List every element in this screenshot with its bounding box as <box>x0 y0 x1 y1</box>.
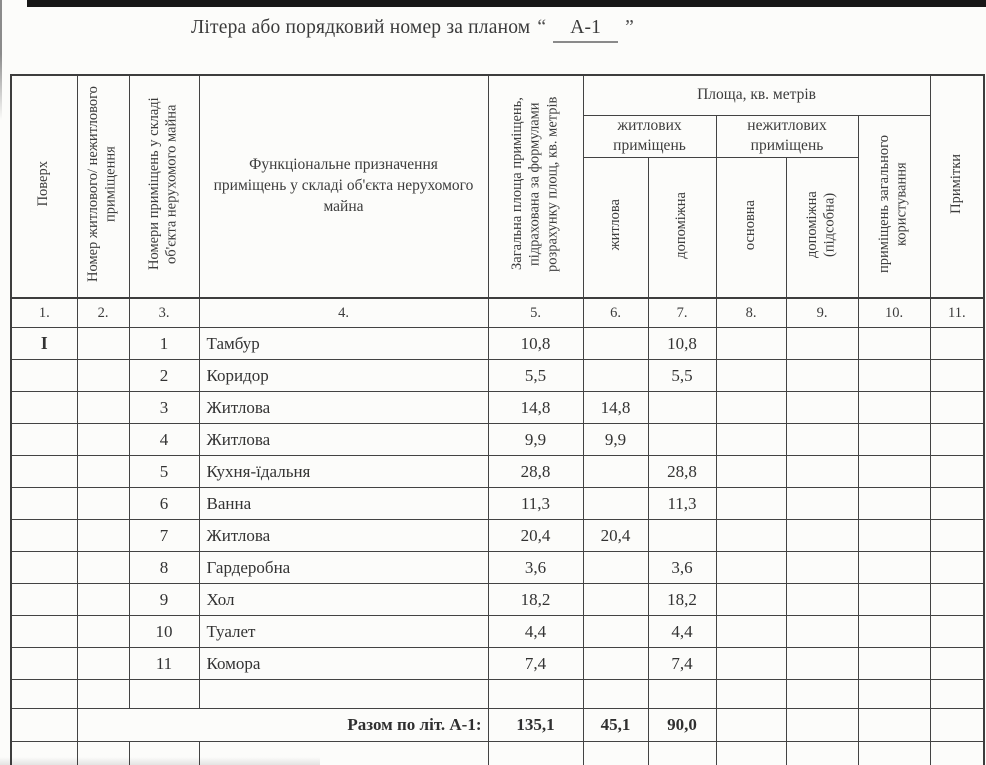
column-number-4: 4. <box>199 298 488 328</box>
summary-aux-area: 90,0 <box>648 709 716 742</box>
cell-room-number: 7 <box>129 520 199 552</box>
cell-floor: I <box>11 328 77 360</box>
cell-floor <box>11 584 77 616</box>
cell-notes <box>930 648 984 680</box>
cell-notes <box>930 360 984 392</box>
header-common-use <box>858 115 930 298</box>
cell-notes <box>930 709 984 742</box>
cell-empty <box>716 742 786 765</box>
cell-room-number: 2 <box>129 360 199 392</box>
cell-notes <box>930 520 984 552</box>
cell-floor <box>11 488 77 520</box>
cell-aux-area <box>648 392 716 424</box>
cell-floor <box>11 648 77 680</box>
empty-row <box>11 742 984 765</box>
cell-notes <box>930 392 984 424</box>
header-function-label: Функціональне призначення приміщень у складі об'єкта нерухомого майна <box>213 156 474 215</box>
header-residential-group: житлових приміщень <box>583 115 716 158</box>
cell-aux-area: 11,3 <box>648 488 716 520</box>
cell-unit-number <box>77 360 129 392</box>
cell-unit-number <box>77 616 129 648</box>
column-number-9: 9. <box>786 298 858 328</box>
cell-unit-number <box>77 648 129 680</box>
cell-common-area <box>858 709 930 742</box>
cell-floor <box>11 709 77 742</box>
cell-main-area <box>716 360 786 392</box>
header-room-numbers-label: Номери приміщень у складі об'єкта нерухомого майна <box>146 97 180 271</box>
cell-floor <box>11 456 77 488</box>
cell-empty <box>930 680 984 709</box>
header-living-label: житлова <box>606 199 623 251</box>
cell-empty <box>583 680 648 709</box>
cell-common-area <box>858 552 930 584</box>
cell-common-area <box>858 648 930 680</box>
cell-main-area <box>716 520 786 552</box>
cell-total-area: 5,5 <box>488 360 583 392</box>
cell-aux-area: 18,2 <box>648 584 716 616</box>
cell-room-number: 1 <box>129 328 199 360</box>
column-number-1: 1. <box>11 298 77 328</box>
cell-unit-number <box>77 584 129 616</box>
cell-empty <box>648 680 716 709</box>
header-total-area-label: Загальна площа приміщень, підрахована за формулами розрахунку площ, кв. метрів <box>508 96 561 272</box>
cell-room-number: 8 <box>129 552 199 584</box>
cell-notes <box>930 488 984 520</box>
cell-common-area <box>858 584 930 616</box>
cell-aux-utility-area <box>786 392 858 424</box>
cell-living-area <box>583 456 648 488</box>
open-quote: “ <box>537 17 547 38</box>
cell-notes <box>930 456 984 488</box>
cell-total-area: 11,3 <box>488 488 583 520</box>
cell-living-area: 14,8 <box>583 392 648 424</box>
cell-aux-area <box>648 424 716 456</box>
cell-notes <box>930 616 984 648</box>
header-main-label: основна <box>742 200 759 251</box>
table-body <box>11 328 984 765</box>
page-title-label: Літера або порядковий номер за планом <box>190 17 531 38</box>
column-number-2: 2. <box>77 298 129 328</box>
cell-floor <box>11 552 77 584</box>
cell-empty <box>716 680 786 709</box>
column-number-5: 5. <box>488 298 583 328</box>
header-function <box>199 75 488 298</box>
table-row <box>11 648 984 680</box>
cell-common-area <box>858 360 930 392</box>
cell-aux-utility-area <box>786 584 858 616</box>
column-number-6: 6. <box>583 298 648 328</box>
table-row <box>11 392 984 424</box>
cell-aux-utility-area <box>786 616 858 648</box>
cell-main-area <box>716 424 786 456</box>
summary-living-area: 45,1 <box>583 709 648 742</box>
cell-empty <box>488 742 583 765</box>
cell-empty <box>199 742 488 765</box>
cell-main-area <box>716 584 786 616</box>
cell-living-area <box>583 616 648 648</box>
header-notes-label: Примітки <box>947 154 964 214</box>
cell-floor <box>11 392 77 424</box>
cell-living-area <box>583 488 648 520</box>
cell-room-name: Туалет <box>199 616 488 648</box>
cell-aux-area <box>648 520 716 552</box>
cell-empty <box>858 680 930 709</box>
cell-aux-utility-area <box>786 552 858 584</box>
close-quote: ” <box>625 17 634 38</box>
cell-empty <box>77 742 129 765</box>
cell-unit-number <box>77 488 129 520</box>
header-unit-number-label: Номер житлового/ нежитлового приміщення <box>85 85 119 282</box>
header-auxiliary-label: допоміжна <box>673 191 690 259</box>
cell-room-number: 4 <box>129 424 199 456</box>
cell-common-area <box>858 424 930 456</box>
column-numbering-row <box>11 298 984 328</box>
cell-unit-number <box>77 520 129 552</box>
cell-room-name: Ванна <box>199 488 488 520</box>
cell-aux-area: 3,6 <box>648 552 716 584</box>
table-row <box>11 424 984 456</box>
header-room-numbers <box>129 75 199 298</box>
cell-room-number: 5 <box>129 456 199 488</box>
table-header <box>11 75 984 328</box>
header-floor <box>11 75 77 298</box>
cell-aux-area: 4,4 <box>648 616 716 648</box>
cell-room-number: 6 <box>129 488 199 520</box>
cell-room-number: 3 <box>129 392 199 424</box>
cell-aux-area: 7,4 <box>648 648 716 680</box>
cell-empty <box>583 742 648 765</box>
table-row <box>11 616 984 648</box>
cell-room-number: 9 <box>129 584 199 616</box>
plan-number-value: А-1 <box>553 17 618 43</box>
cell-empty <box>930 742 984 765</box>
cell-total-area: 9,9 <box>488 424 583 456</box>
cell-room-name: Житлова <box>199 520 488 552</box>
cell-aux-utility-area <box>786 424 858 456</box>
column-number-8: 8. <box>716 298 786 328</box>
cell-notes <box>930 328 984 360</box>
cell-main-area <box>716 709 786 742</box>
cell-main-area <box>716 552 786 584</box>
cell-room-name: Хол <box>199 584 488 616</box>
cell-room-name: Кухня-їдальня <box>199 456 488 488</box>
cell-common-area <box>858 392 930 424</box>
cell-common-area <box>858 456 930 488</box>
cell-empty <box>11 680 77 709</box>
header-auxiliary-utility-label: допоміжна (підсобна) <box>804 191 838 259</box>
cell-common-area <box>858 616 930 648</box>
cell-aux-utility-area <box>786 456 858 488</box>
header-floor-label: Поверх <box>35 161 52 207</box>
cell-total-area: 28,8 <box>488 456 583 488</box>
cell-main-area <box>716 456 786 488</box>
table-row <box>11 520 984 552</box>
cell-empty <box>129 742 199 765</box>
column-number-7: 7. <box>648 298 716 328</box>
summary-row <box>11 709 984 742</box>
cell-total-area: 3,6 <box>488 552 583 584</box>
header-living <box>583 158 648 298</box>
cell-common-area <box>858 520 930 552</box>
cell-main-area <box>716 328 786 360</box>
header-area-group: Площа, кв. метрів <box>583 75 930 115</box>
cell-total-area: 18,2 <box>488 584 583 616</box>
cell-empty <box>77 680 129 709</box>
cell-empty <box>858 742 930 765</box>
table-row <box>11 488 984 520</box>
scan-artifact-top-bar <box>27 0 986 7</box>
header-nonresidential-group: нежитлових приміщень <box>716 115 858 158</box>
cell-floor <box>11 616 77 648</box>
cell-aux-area: 5,5 <box>648 360 716 392</box>
cell-aux-utility-area <box>786 488 858 520</box>
cell-main-area <box>716 648 786 680</box>
cell-notes <box>930 584 984 616</box>
table-row <box>11 328 984 360</box>
header-row-groups <box>11 75 984 115</box>
cell-aux-utility-area <box>786 360 858 392</box>
header-auxiliary <box>648 158 716 298</box>
cell-empty <box>11 742 77 765</box>
cell-total-area: 14,8 <box>488 392 583 424</box>
cell-aux-utility-area <box>786 648 858 680</box>
cell-empty <box>648 742 716 765</box>
cell-total-area: 20,4 <box>488 520 583 552</box>
empty-row <box>11 680 984 709</box>
cell-main-area <box>716 488 786 520</box>
cell-empty <box>786 742 858 765</box>
cell-unit-number <box>77 328 129 360</box>
cell-room-number: 10 <box>129 616 199 648</box>
table-row <box>11 552 984 584</box>
cell-room-number: 11 <box>129 648 199 680</box>
table-row <box>11 456 984 488</box>
cell-room-name: Коридор <box>199 360 488 392</box>
cell-common-area <box>858 488 930 520</box>
summary-label: Разом по літ. А-1: <box>77 709 488 742</box>
cell-living-area: 20,4 <box>583 520 648 552</box>
cell-living-area: 9,9 <box>583 424 648 456</box>
page-title <box>0 17 832 43</box>
cell-living-area <box>583 360 648 392</box>
cell-aux-utility-area <box>786 328 858 360</box>
cell-living-area <box>583 552 648 584</box>
cell-floor <box>11 424 77 456</box>
header-notes <box>930 75 984 298</box>
cell-main-area <box>716 616 786 648</box>
header-total-area <box>488 75 583 298</box>
cell-total-area: 10,8 <box>488 328 583 360</box>
cell-room-name: Комора <box>199 648 488 680</box>
cell-room-name: Тамбур <box>199 328 488 360</box>
cell-aux-area: 10,8 <box>648 328 716 360</box>
header-main <box>716 158 786 298</box>
cell-unit-number <box>77 552 129 584</box>
cell-total-area: 7,4 <box>488 648 583 680</box>
cell-room-name: Гардеробна <box>199 552 488 584</box>
header-common-use-label: приміщень загального користування <box>876 134 911 273</box>
column-number-10: 10. <box>858 298 930 328</box>
cell-aux-utility-area <box>786 709 858 742</box>
column-number-11: 11. <box>930 298 984 328</box>
cell-notes <box>930 424 984 456</box>
header-unit-number <box>77 75 129 298</box>
cell-notes <box>930 552 984 584</box>
table-row <box>11 584 984 616</box>
cell-unit-number <box>77 456 129 488</box>
cell-empty <box>199 680 488 709</box>
column-number-3: 3. <box>129 298 199 328</box>
cell-floor <box>11 520 77 552</box>
cell-empty <box>488 680 583 709</box>
premises-table <box>10 74 985 765</box>
cell-common-area <box>858 328 930 360</box>
cell-floor <box>11 360 77 392</box>
summary-total-area: 135,1 <box>488 709 583 742</box>
cell-room-name: Житлова <box>199 424 488 456</box>
cell-living-area <box>583 648 648 680</box>
cell-main-area <box>716 392 786 424</box>
cell-total-area: 4,4 <box>488 616 583 648</box>
cell-empty <box>786 680 858 709</box>
cell-unit-number <box>77 392 129 424</box>
cell-aux-utility-area <box>786 520 858 552</box>
header-auxiliary-utility <box>786 158 858 298</box>
cell-living-area <box>583 328 648 360</box>
cell-unit-number <box>77 424 129 456</box>
table-row <box>11 360 984 392</box>
cell-room-name: Житлова <box>199 392 488 424</box>
cell-empty <box>129 680 199 709</box>
cell-aux-area: 28,8 <box>648 456 716 488</box>
cell-living-area <box>583 584 648 616</box>
